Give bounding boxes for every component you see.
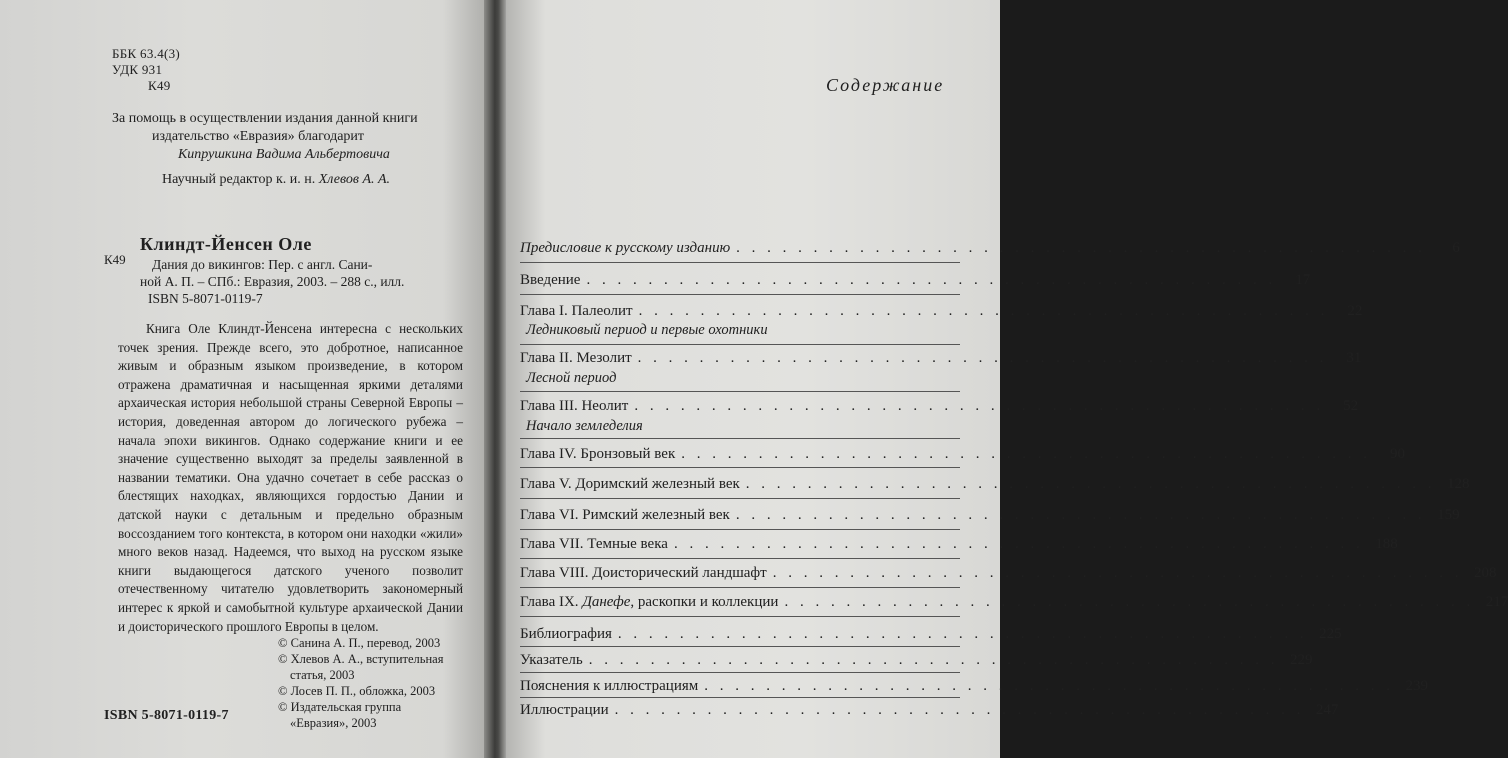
toc-page: 6 xyxy=(1452,240,1460,256)
divider xyxy=(520,344,960,345)
toc-leader: . . . . . . . . . . . . . . . . . . . . . . . . . . . . . . . . . . . . . . . . . . . . . xyxy=(704,678,1394,694)
toc-entry-illustrations xyxy=(520,702,1339,719)
biblio-line-3: ISBN 5-8071-0119-7 xyxy=(148,291,263,306)
toc-leader: . . . . . . . . . . . . . . . . . . . . . . . . . . . . . . . . . . . . . . . . . . . . . xyxy=(681,446,1371,462)
divider xyxy=(520,646,960,647)
copyright-3: статья, 2003 xyxy=(290,668,355,682)
toc-page: 22 xyxy=(1347,303,1363,319)
toc-label: Глава V. Доримский железный век xyxy=(520,476,740,492)
toc-label: Указатель xyxy=(520,652,583,668)
divider xyxy=(520,294,960,295)
book-spine-gutter xyxy=(484,0,508,758)
toc-page: 225 xyxy=(1319,626,1342,642)
toc-leader: . . . . . . . . . . . . . . . . . . . . . . . . . . . . . . . . . . . . . . . . . . . . . xyxy=(673,536,1364,552)
author-mark: К49 xyxy=(148,78,171,93)
divider xyxy=(520,262,960,263)
divider xyxy=(520,697,960,698)
contents-title: Содержание xyxy=(826,75,945,95)
annotation-text: Книга Оле Клиндт-Йенсена интересна с нескольких точек зрения. Прежде всего, это добротное, написанное живым и образным языком произведение, в котором отражена драматичная и насыщенная яркими деталями архаическая история небольшой страны Северной Европы – история, доведенная автором до логического рубежа – начала эпохи викингов. Однако содержание книги и ее значение существенно выходят за пределы заявленной в названии тематики. Она удачно сочетает в себе рассказ о блестящих находках, являющихся гордостью Дании и датской науки с детальным и предельно образным воссозданием того контекста, в котором они находки «жили» много веков назад. Надеемся, что выход на русском языке книги выдающегося датского ученого позволит отечественному читателю удовлетворить закономерный интерес к яркой и самобытной культуре архаической Дании и доисторического прошлого Европы в целом. xyxy=(118,321,463,634)
toc-leader: . . . . . . . . . . . . . . . . . . . . . . . . . . . . . . . . . . . . . . . . . . . . . xyxy=(588,652,1279,668)
toc-label: Глава IV. Бронзовый век xyxy=(520,446,676,462)
toc-entry-chapter-1 xyxy=(520,303,1363,320)
thanks-line-2: издательство «Евразия» благодарит xyxy=(152,129,365,144)
toc-entry-chapter-3 xyxy=(520,398,1359,415)
bbk-code: ББК 63.4(3) xyxy=(112,46,181,61)
toc-label-italic: Данефе xyxy=(582,594,631,610)
toc-label-prefix: Глава IX. xyxy=(520,594,579,610)
scientific-editor xyxy=(162,172,390,188)
editor-name: Хлевов А. А. xyxy=(318,172,391,187)
toc-label: Глава II. Мезолит xyxy=(520,350,632,366)
isbn: ISBN 5-8071-0119-7 xyxy=(104,708,229,723)
toc-page: 239 xyxy=(1405,678,1428,694)
toc-entry-index xyxy=(520,652,1313,669)
toc-leader: . . . . . . . . . . . . . . . . . . . . . . . . . . . . . . . . . . . . . . . . . . . . . xyxy=(736,240,1426,256)
thanks-line-1: За помощь в осуществлении издания данной книги xyxy=(112,111,418,126)
toc-page: 159 xyxy=(1437,507,1460,523)
toc-page: 217 xyxy=(1485,594,1508,610)
toc-leader: . . . . . . . . . . . . . . . . . . . . . . . . . . . . . . . . . . . . . . . . . . . . . xyxy=(614,702,1305,718)
divider xyxy=(520,438,960,439)
toc-entry-chapter-6 xyxy=(520,507,1460,524)
catalog-code: К49 xyxy=(104,252,126,267)
biblio-line-2: ной А. П. – СПб.: Евразия, 2003. – 288 с., илл. xyxy=(140,274,405,289)
toc-page: 52 xyxy=(1343,398,1359,414)
toc-leader: . . . . . . . . . . . . . . . . . . . . . . . . . . . . . . . . . . . . . . . . . . . . . xyxy=(735,507,1426,523)
divider xyxy=(520,391,960,392)
toc-page: 208 xyxy=(1473,565,1497,581)
toc-leader: . . . . . . . . . . . . . . . . . . . . . . . . . . . . . . . . . . . . . . . . . . . . . xyxy=(784,594,1475,610)
toc-leader: . . . . . . . . . . . . . . . . . . . . . . . . . . . . . . . . . . . . . . . . . . . . . xyxy=(772,565,1463,581)
toc-entry-chapter-7 xyxy=(520,536,1398,553)
toc-entry-chapter-5 xyxy=(520,476,1470,493)
divider xyxy=(520,616,960,617)
toc-entry-chapter-2 xyxy=(520,350,1362,367)
divider xyxy=(520,672,960,673)
toc-label: Пояснения к иллюстрациям xyxy=(520,678,699,694)
copyright-6: «Евразия», 2003 xyxy=(290,716,377,730)
toc-entry-chapter-8 xyxy=(520,565,1497,582)
toc-label: Глава VI. Римский железный век xyxy=(520,507,730,523)
thanks-name: Кипрушкина Вадима Альбертовича xyxy=(178,147,390,162)
toc-label: Глава III. Неолит xyxy=(520,398,629,414)
toc-entry-illustration-notes xyxy=(520,678,1428,695)
divider xyxy=(520,587,960,588)
right-page xyxy=(506,0,1508,758)
toc-label: Предисловие к русскому изданию xyxy=(520,240,731,256)
toc-page: 128 xyxy=(1447,476,1470,492)
copyright-2: © Хлевов А. А., вступительная xyxy=(278,652,444,666)
toc-page: 90 xyxy=(1389,446,1405,462)
copyright-1: © Санина А. П., перевод, 2003 xyxy=(278,636,441,650)
toc-leader: . . . . . . . . . . . . . . . . . . . . . . . . . . . . . . . . . . . . . . . . . . . . . xyxy=(586,272,1277,288)
divider xyxy=(520,498,960,499)
copyright-5: © Издательская группа xyxy=(278,700,402,714)
toc-subtitle: Начало земледелия xyxy=(526,418,643,434)
copyright-4: © Лосев П. П., обложка, 2003 xyxy=(278,684,436,698)
toc-label: Введение xyxy=(520,272,581,288)
toc-label: Глава VIII. Доисторический ландшафт xyxy=(520,565,767,581)
toc-subtitle: Ледниковый период и первые охотники xyxy=(526,322,768,338)
toc-leader: . . . . . . . . . . . . . . . . . . . . . . . . . . . . . . . . . . . . . . . . . . . . . xyxy=(638,303,1329,319)
toc-label-rest: , раскопки и коллекции xyxy=(630,594,779,610)
toc-page: 17 xyxy=(1295,272,1311,288)
toc-label xyxy=(520,594,778,611)
toc-page: 229 xyxy=(1290,652,1313,668)
toc-entry-preface xyxy=(520,240,1460,257)
toc-label: Глава I. Палеолит xyxy=(520,303,633,319)
toc-page: 31 xyxy=(1346,350,1362,366)
divider xyxy=(520,558,960,559)
left-page xyxy=(0,0,492,758)
toc-entry-bibliography xyxy=(520,626,1342,643)
toc-page: 247 xyxy=(1315,702,1339,718)
udk-code: УДК 931 xyxy=(112,62,163,77)
toc-leader: . . . . . . . . . . . . . . . . . . . . . . . . . . . . . . . . . . . . . . . . . . . . . xyxy=(637,350,1328,366)
toc-label: Иллюстрации xyxy=(520,702,609,718)
toc-entry-chapter-9 xyxy=(520,594,1508,611)
toc-label: Глава VII. Темные века xyxy=(520,536,668,552)
toc-entry-introduction xyxy=(520,272,1311,289)
book-author: Клиндт-Йенсен Оле xyxy=(140,234,312,254)
divider xyxy=(520,529,960,530)
toc-leader: . . . . . . . . . . . . . . . . . . . . . . . . . . . . . . . . . . . . . . . . . . . . . xyxy=(745,476,1436,492)
toc-label: Библиография xyxy=(520,626,612,642)
divider xyxy=(520,467,960,468)
toc-subtitle: Лесной период xyxy=(526,370,617,386)
toc-entry-chapter-4 xyxy=(520,446,1405,463)
editor-prefix: Научный редактор к. и. н. xyxy=(162,172,316,187)
biblio-line-1: Дания до викингов: Пер. с англ. Сани- xyxy=(152,257,373,272)
toc-leader: . . . . . . . . . . . . . . . . . . . . . . . . . . . . . . . . . . . . . . . . . . . . . xyxy=(634,398,1325,414)
toc-page: 188 xyxy=(1375,536,1398,552)
toc-leader: . . . . . . . . . . . . . . . . . . . . . . . . . . . . . . . . . . . . . . . . . . . . . xyxy=(617,626,1308,642)
